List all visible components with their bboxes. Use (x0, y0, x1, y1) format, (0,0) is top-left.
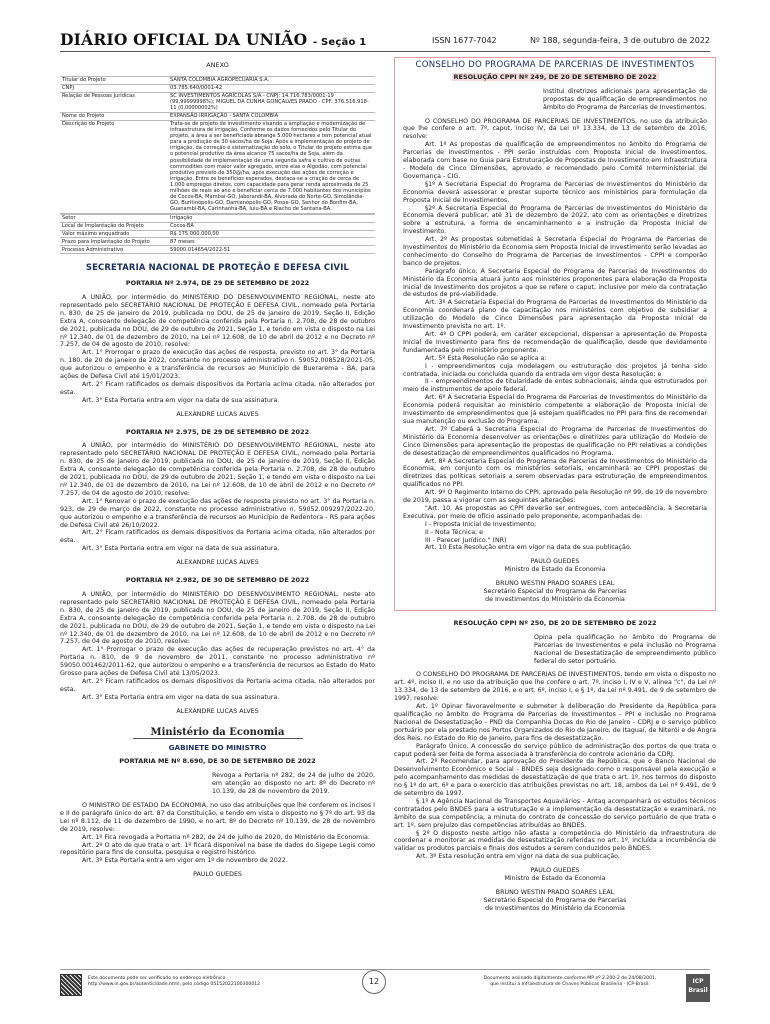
resolution-paragraph: Parágrafo único. A Secretaria Especial do Programa de Parcerias de Investimentos do Ministério da Economia atuará junto aos ministérios proponentes para elaboração da Proposta Inicial de Investimento dos projetos a que se refere o caput, inclusive por meio da contratação de estudos de pré-viabilidade. (403, 267, 707, 299)
res250-sig2-name: BRUNO WESTIN PRADO SOARES LEAL (495, 889, 615, 896)
resolution-paragraph: III - Parecer Jurídico." (NR) (425, 536, 507, 544)
project-row (60, 120, 375, 213)
portaria-art1: Art. 1° Renovar o prazo de execução das ações de resposta previsto no art. 3° da Portaria n. 923, de 29 de março de 2022, constante no processo administrativo n. 59052.009297/2022-20, que autorizou o empenho e a transferência de recursos ao Município de Redentora - RS para ações de Defesa Civil até 26/10/2022. (60, 497, 375, 529)
portaria-signer: ALEXANDRE LUCAS ALVES (176, 410, 259, 418)
page-footer (60, 974, 710, 1014)
project-field-label: CNPJ (60, 84, 168, 92)
res249-sig1-name: PAULO GUEDES (530, 558, 580, 566)
project-field-label: Local de Implantação do Projeto (60, 222, 168, 230)
project-table (60, 76, 375, 214)
portaria-me-preamble: O MINISTRO DE ESTADO DA ECONOMIA, no uso das atribuições que lhe conferem os incisos I e II do parágrafo único do art. 87 da Constituição, e tendo em vista o disposto no § 7º do art. 93 da Lei nº 8.112, de 11 de dezembro de 1990, e no art. 8º do Decreto nº 10.139, de 28 de novembro de 2019, resolve: (60, 802, 375, 833)
resolution-paragraph: Art. 3º A Secretaria Especial do Programa de Parcerias de Investimentos do Ministério da Economia coordenará plano de capacitação nos ministérios com objetivo de subsidiar a utilização do Modelo de Cinco Dimensões para apresentação da Proposta Inicial de Investimento prevista no art. 1º. (403, 299, 707, 331)
portaria-art3: Art. 3° Esta Portaria entra em vigor na data de sua assinatura. (82, 396, 280, 404)
resolucao-250-title: RESOLUÇÃO CPPI Nº 250, DE 20 DE SETEMBRO DE 2022 (453, 618, 657, 627)
project-field-value: R$ 175.000.000,00 (168, 230, 375, 238)
portaria-preamble: A UNIÃO, por intermédio do MINISTÉRIO DO DESENVOLVIMENTO REGIONAL, neste ato representado pelo SECRETÁRIO NACIONAL DE PROTEÇÃO E DEFESA CIVIL, nomeado pela Portaria n. 830, de 25 de janeiro de 2019, publicada no DOU, de 25 de janeiro de 2019, Seção II, Edição Extra A, consoante delegação de competência conferida pela Portaria n. 2.708, de 28 de outubro de 2021, publicada no DOU, de 29 de outubro de 2021, Seção 1, e tendo em vista o disposto na Lei nº 12.340, de 01 de dezembro de 2010, na Lei nº 12.608, de 10 de abril de 2012 e no Decreto nº 7.257, de 04 de agosto de 2010, resolve: (60, 293, 375, 349)
resolution-paragraph: Art. 1º As propostas de qualificação de empreendimentos no âmbito do Programa de Parcerias de Investimentos - PPI serão instruídas com Proposta Inicial de Investimentos, elaborada com base no Guia para Estruturação de Propostas de Investimento em Infraestrutura - Modelo de Cinco Dimensões, aprovado e recomendado pelo Comitê Interministerial de Governança - CIG. (403, 141, 707, 180)
resolution-paragraph: Art. 5º Esta Resolução não se aplica a: (425, 354, 547, 362)
portaria-art3: Art. 3° Esta Portaria entra em vigor na data de sua assinatura. (82, 545, 280, 553)
resolution-paragraph: Art. 2º As propostas submetidas à Secretaria Especial do Programa de Parcerias de Investimentos do Ministério da Economia sem Proposta Inicial de Investimento serão levadas ao conhecimento do Conselho do Programa de Parcerias de Investimentos - CPPI e comporão banco de projetos. (403, 236, 707, 267)
project-field-label: Valor máximo enquadrado (60, 230, 168, 238)
project-field-label: Titular do Projeto (60, 76, 168, 84)
portaria-title: PORTARIA Nº 2.982, DE 30 DE SETEMBRO DE 2022 (125, 576, 310, 585)
resolution-paragraph: Art. 4º O CPPI poderá, em caráter excepcional, dispensar a apresentação de Proposta Inicial de Investimento para fins de recomendação de qualificação, desde que devidamente fundamentada pelo ministério proponente. (403, 331, 707, 354)
left-column (60, 57, 375, 879)
resolution-paragraph: Art. 1º Opinar favoravelmente e submeter à deliberação do Presidente da República para qualificação no âmbito do Programa de Parcerias de Investimentos - PPI e inclusão no Programa Nacional de Desestatização - PND da Companhia Docas do Rio de Janeiro - CDRJ e o serviço público portuário por ela prestado nos Portos Organizados do Rio de Janeiro, de Itaguaí, de Niterói e de Angra dos Reis, no Estado do Rio de Janeiro, para fins de desestatização. (394, 703, 716, 742)
project-row (60, 238, 375, 246)
resolution-paragraph: Art. 8º A Secretaria Especial do Programa de Parcerias de Investimentos do Ministério da Economia, em conjunto com os ministérios setoriais, encaminhará ao CPPI propostas de diretrizes das políticas setoriais a serem observadas para estruturação de empreendimentos qualificados no PPI. (403, 457, 707, 489)
resolution-paragraph: O CONSELHO DO PROGRAMA DE PARCERIAS DE INVESTIMENTOS, no uso da atribuição que lhe confere o art. 7º, caput, inciso IV, da Lei nº 13.334, de 13 de setembro de 2016, resolve: (403, 117, 707, 141)
portaria-art2: Art. 2° Ficam ratificados os demais dispositivos da Portaria acima citada, não alterados por esta. (60, 380, 375, 396)
project-row (60, 76, 375, 84)
edition-date: Nº 188, segunda-feira, 3 de outubro de 2022 (530, 36, 710, 45)
res250-sig2-role1: Secretário Especial do Programa de Parcerias (483, 896, 627, 904)
resolution-paragraph: Art. 7º Caberá à Secretaria Especial do Programa de Parcerias de Investimentos do Ministério da Economia desenvolver as orientações e diretrizes para utilização do Modelo de Cinco Dimensões para apresentação de propostas de qualificação no PPI relativas a condições de desestatização de empreendimentos qualificados no Programa. (403, 425, 707, 457)
anexo-title: ANEXO (206, 61, 229, 69)
resolution-paragraph: Art. 6º A Secretaria Especial do Programa de Parcerias de Investimentos do Ministério da Economia poderá requisitar ao ministério competente a elaboração de Proposta Inicial de Investimento de empreendimentos que já estejam qualificados no PPI para fins de recomendar sua manutenção ou exclusão do Programa. (403, 394, 707, 425)
resolution-paragraph: § 2º O disposto neste artigo não afasta a competência do Ministério da Infraestrutura de coordenar e monitorar as medidas de desestatização referidas no art. 1º, incluída a incumbência de validar os produtos parciais e finais dos estudos a serem conduzidos pelo BNDES. (394, 829, 716, 853)
res250-sig1-name: PAULO GUEDES (530, 867, 580, 875)
resolution-paragraph: Art. 3º Esta resolução entra em vigor na data de sua publicação. (416, 853, 620, 861)
portaria-block (60, 429, 375, 574)
portaria-signer: ALEXANDRE LUCAS ALVES (176, 707, 259, 715)
project-field-value: Cocos-BA (168, 222, 375, 230)
portaria-title: PORTARIA Nº 2.974, DE 29 DE SETEMBRO DE 2022 (125, 279, 310, 288)
resolution-paragraph: §1º A Secretaria Especial do Programa de Parcerias de Investimentos do Ministério da Economia deverá assessorar e prestar suporte técnico aos ministérios para formulação da Proposta Inicial de Investimentos. (403, 180, 707, 204)
resolution-paragraph: §2º A Secretaria Especial do Programa de Parcerias de Investimentos do Ministério da Economia deverá publicar, até 31 de dezembro de 2022, ato com as orientações e diretrizes sobre a estrutura, a forma de encaminhamento e a instrução da Proposta Inicial de Investimento. (403, 204, 707, 236)
res249-sig1-role: Ministro de Estado da Economia (504, 566, 606, 574)
resolucao-250-ementa: Opina pela qualificação no âmbito do Programa de Parcerias de Investimentos e pela inclusão no Programa Nacional de Desestatização de empreendimento público federal do setor portuário. (534, 633, 716, 665)
header-rule (60, 51, 710, 52)
section-label: - Seção 1 (312, 37, 367, 48)
ministerio-heading: Ministério da Economia (60, 729, 375, 740)
project-row (60, 84, 375, 92)
resolution-paragraph: II - empreendimentos de titularidade de entes subnacionais, ainda que estruturados por meio de instrumentos de apoio federal. (403, 378, 707, 394)
icp-brasil-logo-icon: ICP Brasil (686, 974, 710, 1002)
res249-sig2-name: BRUNO WESTIN PRADO SOARES LEAL (495, 580, 615, 588)
newspaper-title: DIÁRIO OFICIAL DA UNIÃO - Seção 1 (60, 30, 367, 49)
resolution-paragraph: Parágrafo Único. A concessão do serviço público de administração dos portos de que trata o caput poderá ser feita de forma associada à transferência do controle acionário da CDRJ. (394, 742, 716, 758)
project-row (60, 230, 375, 238)
project-field-label: Descrição do Projeto (60, 120, 168, 213)
portaria-me-ementa: Revoga a Portaria nº 282, de 24 de julho de 2020, em atenção ao disposto no art. 8º do Decreto nº 10.139, de 28 de novembro de 2019. (212, 772, 375, 796)
portaria-art1: Art. 1° Prorrogar o prazo de execução das ações de resposta, previsto no art. 3° da Portaria n. 180, de 20 de janeiro de 2022, constante no processo administrativo n. 59052.008528/2021-05, que autorizou o empenho e a transferência de recursos ao Município de Buerarema - BA, para ações de Defesa Civil até 15/01/2023. (60, 349, 375, 381)
resolution-paragraph: § 1º A Agência Nacional de Transportes Aquaviários - Antaq acompanhará os estudos técnicos contratados pelo BNDES para a estruturação e a implementação da desestatização e examinará, no âmbito de sua competência, a minuta do contrato de concessão do serviço portuário de que trata o art. 1º, sem prejuízo das competências atribuídas ao BNDES. (394, 797, 716, 829)
project-field-label: Processo Administrativo (60, 246, 168, 254)
issn: ISSN 1677-7042 (432, 36, 497, 45)
project-field-value: Irrigação (168, 214, 375, 222)
page-number: 12 (362, 970, 386, 994)
project-field-value: Trata-se de projeto de investimento visando a ampliação e modernização de infraestrutura de irrigação. Conforme os dados fornecidos pelo Titular do projeto, a área a ser beneficiada abrange 5.000 hectares e tem potencial atual para a produção de 30 sacos/ha de Soja. Após a implementação do projeto de irrigação, da correção e sistematização do solo, o Titular do projeto estima que o potencial produtivo da área alcance 75 sacos/ha de Soja, além da possibilidade de implementação de uma segunda safra e cultivo de outras commodities com maior valor agregado, entre elas o Algodão, com potencial produtivo previsto de 350@/ha, após execução das ações de correção e irrigação. Entre os benefícios esperados, destaca-se a criação de cerca de 1.000 empregos diretos, com capacidade para gerar renda aproximada de 25 milhões de reais ao ano e beneficiar cerca de 7.000 habitantes dos municípios de Cocos-BA, Mambaí-GO, Jaborandi-BA, Alvorada do Norte-GO, Simolândia-GO, Buritinópolis-GO, Damianópolis-GO, Posse-GO, Senhor do Bonfim-BA, Guanambi-BA, Carinhanha-BA, Iuiu-BA e Riacho de Santana-BA. (168, 120, 375, 213)
res250-sig2-role2: de Investimentos do Ministério da Economia (485, 904, 625, 912)
qr-code-icon (60, 974, 82, 996)
portaria-block (60, 577, 375, 722)
portaria-art1: Art. 1° Prorrogar o prazo de execução das ações de recuperação previstos no art. 4° da Portaria n. 810, de 9 de novembro de 2011, constante no processo administrativo nº 59050.001462/2011-62, que autorizou o empenho e a transferência de recursos ao Estado do Mato Grosso para ações de Defesa Civil até 13/05/2023. (60, 646, 375, 678)
project-row (60, 214, 375, 222)
resolution-paragraph: Art. 10 Esta Resolução entra em vigor na data de sua publicação. (425, 544, 632, 552)
portaria-me-signer: PAULO GUEDES (193, 871, 242, 879)
portaria-me-art1: Art. 1º Fica revogada a Portaria nº 282, de 24 de julho de 2020, do Ministério da Economia. (82, 833, 370, 841)
project-field-value: SC INVESTIMENTOS AGRÍCOLAS S/A - CNPJ: 14.716.783/0001-19 (99,99999998%); MIGUEL DA CUNHA GONÇALVES PRADO - CPF: 376.516.918-11 (0,00000002%) (168, 92, 375, 112)
project-row (60, 246, 375, 254)
portaria-block (60, 280, 375, 425)
resolution-paragraph: "Art. 10. As propostas ao CPPI deverão ser entregues, com antecedência, à Secretaria Executiva, por meio de ofício assinado pelo proponente, acompanhadas de: (403, 504, 707, 520)
resolution-paragraph: O CONSELHO DO PROGRAMA DE PARCERIAS DE INVESTIMENTOS, tendo em vista o disposto no art. 4º, inciso II, e no uso da atribuição que lhe confere o art. 7º, inciso I, IV e V, alínea "c", da Lei nº 13.334, de 13 de setembro de 2016, e o art. 6º, inciso I, e § 1º, da Lei nº 9.491, de 9 de setembro de 1997, resolve: (394, 671, 716, 703)
portaria-art2: Art. 2° Ficam ratificados os demais dispositivos da Portaria acima citada, não alterados por esta. (60, 529, 375, 545)
verification-link[interactable]: http://www.in.gov.br/autenticidade.html, pelo código 05152022100300012 (88, 982, 261, 988)
resolucao-249-title: RESOLUÇÃO CPPI Nº 249, DE 20 DE SETEMBRO DE 2022 (453, 72, 657, 81)
project-field-value: 59000.014654/2022-51 (168, 246, 375, 254)
project-field-label: Prazo para Implantação do Projeto (60, 238, 168, 246)
portaria-preamble: A UNIÃO, por intermédio do MINISTÉRIO DO DESENVOLVIMENTO REGIONAL, neste ato representado pelo SECRETÁRIO NACIONAL DE PROTEÇÃO E DEFESA CIVIL, nomeado pela Portaria n. 830, de 25 de janeiro de 2019, publicada no DOU, de 25 de janeiro de 2019, Seção II, Edição Extra A, consoante delegação de competência conferida pela Portaria n. 2.708, de 28 de outubro de 2021, publicada no DOU, de 29 de outubro de 2021, Seção 1, e tendo em vista o disposto na Lei nº 12.340, de 01 de dezembro de 2010, na Lei nº 12.608, de 10 de abril de 2012 e no Decreto nº 7.257, de 04 de agosto de 2010, resolve: (60, 442, 375, 497)
project-field-label: Setor (60, 214, 168, 222)
page-header (60, 30, 710, 52)
res249-sig2-role1: Secretário Especial do Programa de Parcerias (483, 588, 627, 596)
res250-sig1-role: Ministro de Estado da Economia (504, 875, 606, 883)
project-row (60, 92, 375, 112)
highlight-box (394, 57, 716, 611)
resolution-paragraph: II - Nota Técnica; e (425, 528, 484, 536)
portaria-me-art3: Art. 3º Esta Portaria entra em vigor em 1º de novembro de 2022. (82, 857, 288, 865)
project-field-value: 87 meses (168, 238, 375, 246)
footer-verification: Este documento pode ser verificado no endereço eletrônico http://www.in.gov.br/autenticidade.html, pelo código 05152022100300012 (88, 976, 261, 988)
portarias (60, 280, 375, 722)
footer-rule (60, 969, 710, 970)
portaria-art3: Art. 3° Esta Portaria entra em vigor na data de sua assinatura. (82, 693, 280, 701)
project-row (60, 222, 375, 230)
resolution-paragraph: Art. 9º O Regimento Interno do CPPI, aprovado pela Resolução nº 99, de 19 de novembro de 2019, passa a vigorar com as seguintes alterações: (403, 489, 707, 505)
project-table-2 (60, 214, 375, 254)
project-row (60, 112, 375, 120)
portaria-me-art2: Art. 2º O ato de que trata o art. 1º ficará disponível na base de dados do Sigepe Legis como repositório para fins de consulta, pesquisa e registro histórico. (60, 841, 375, 857)
gabinete-heading: GABINETE DO MINISTRO (168, 743, 267, 753)
right-column (394, 57, 716, 913)
resolution-paragraph: I - Proposta Inicial de Investimento; (425, 520, 537, 528)
footer-signature-note: Documento assinado digitalmente conforme MP nº 2.200-2 de 24/08/2001, que institui a Infraestrutura de Chaves Públicas Brasileira - ICP-Brasil. (483, 976, 657, 988)
project-field-label: Nome do Projeto (60, 112, 168, 120)
portaria-preamble: A UNIÃO, por intermédio do MINISTÉRIO DO DESENVOLVIMENTO REGIONAL, neste ato representado pelo SECRETÁRIO NACIONAL DE PROTEÇÃO E DEFESA CIVIL, nomeado pela Portaria n. 830, de 25 de janeiro de 2019, publicada no DOU, de 25 de janeiro de 2019, Seção II, Edição Extra A, consoante delegação de competência conferida pela Portaria n. 2.708, de 28 de outubro de 2021, publicada no DOU, de 29 de outubro de 2021, Seção 1, e tendo em vista o disposto na Lei nº 12.340, de 01 de dezembro de 2010, na Lei nº 12.608, de 10 de abril de 2012 e no Decreto nº 7.257, de 04 de agosto de 2010, resolve: (60, 590, 375, 646)
res249-sig2-role2: de Investimentos do Ministério da Economia (485, 596, 625, 603)
project-field-label: Relação de Pessoas Jurídicas (60, 92, 168, 112)
portaria-me-title: PORTARIA ME Nº 8.690, DE 30 DE SETEMBRO DE 2022 (119, 757, 316, 766)
resolution-paragraph: I - empreendimentos cuja modelagem ou estruturação dos projetos já tenha sido contratada, iniciada ou concluída quando da entrada em vigor desta Resolução; e (403, 362, 707, 378)
portaria-art2: Art. 2° Ficam ratificados os demais dispositivos da Portaria acima citada, não alterados por esta. (60, 677, 375, 693)
secretaria-heading: SECRETARIA NACIONAL DE PROTEÇÃO E DEFESA CIVIL (85, 262, 350, 273)
project-field-value: EXPANSÃO IRRIGAÇÃO - SANTA COLOMBIA (168, 112, 375, 120)
portaria-title: PORTARIA Nº 2.975, DE 29 DE SETEMBRO DE 2022 (125, 427, 310, 436)
project-field-value: SANTA COLOMBIA AGROPECUARIA S.A. (168, 76, 375, 84)
resolucao-249-ementa: Institui diretrizes adicionais para apresentação de propostas de qualificação de empreendimentos no âmbito do Programa de Parcerias de Investimentos. (543, 87, 707, 111)
conselho-heading: CONSELHO DO PROGRAMA DE PARCERIAS DE INVESTIMENTOS (415, 60, 695, 70)
portaria-signer: ALEXANDRE LUCAS ALVES (176, 559, 259, 567)
project-field-value: 03.785.640/0001-42 (168, 84, 375, 92)
resolution-paragraph: Art. 2º Recomendar, para aprovação do Presidente da República, que o Banco Nacional de Desenvolvimento Econômico e Social - BNDES seja designado como o responsável pela execução e pelo acompanhamento das medidas de desestatização de que trata o art. 1º, nos termos do disposto no § 1º do art. 6º e para o exercício das atribuições previstas no art. 18, ambos da Lei nº 9.491, de 9 de setembro de 1997. (394, 758, 716, 798)
